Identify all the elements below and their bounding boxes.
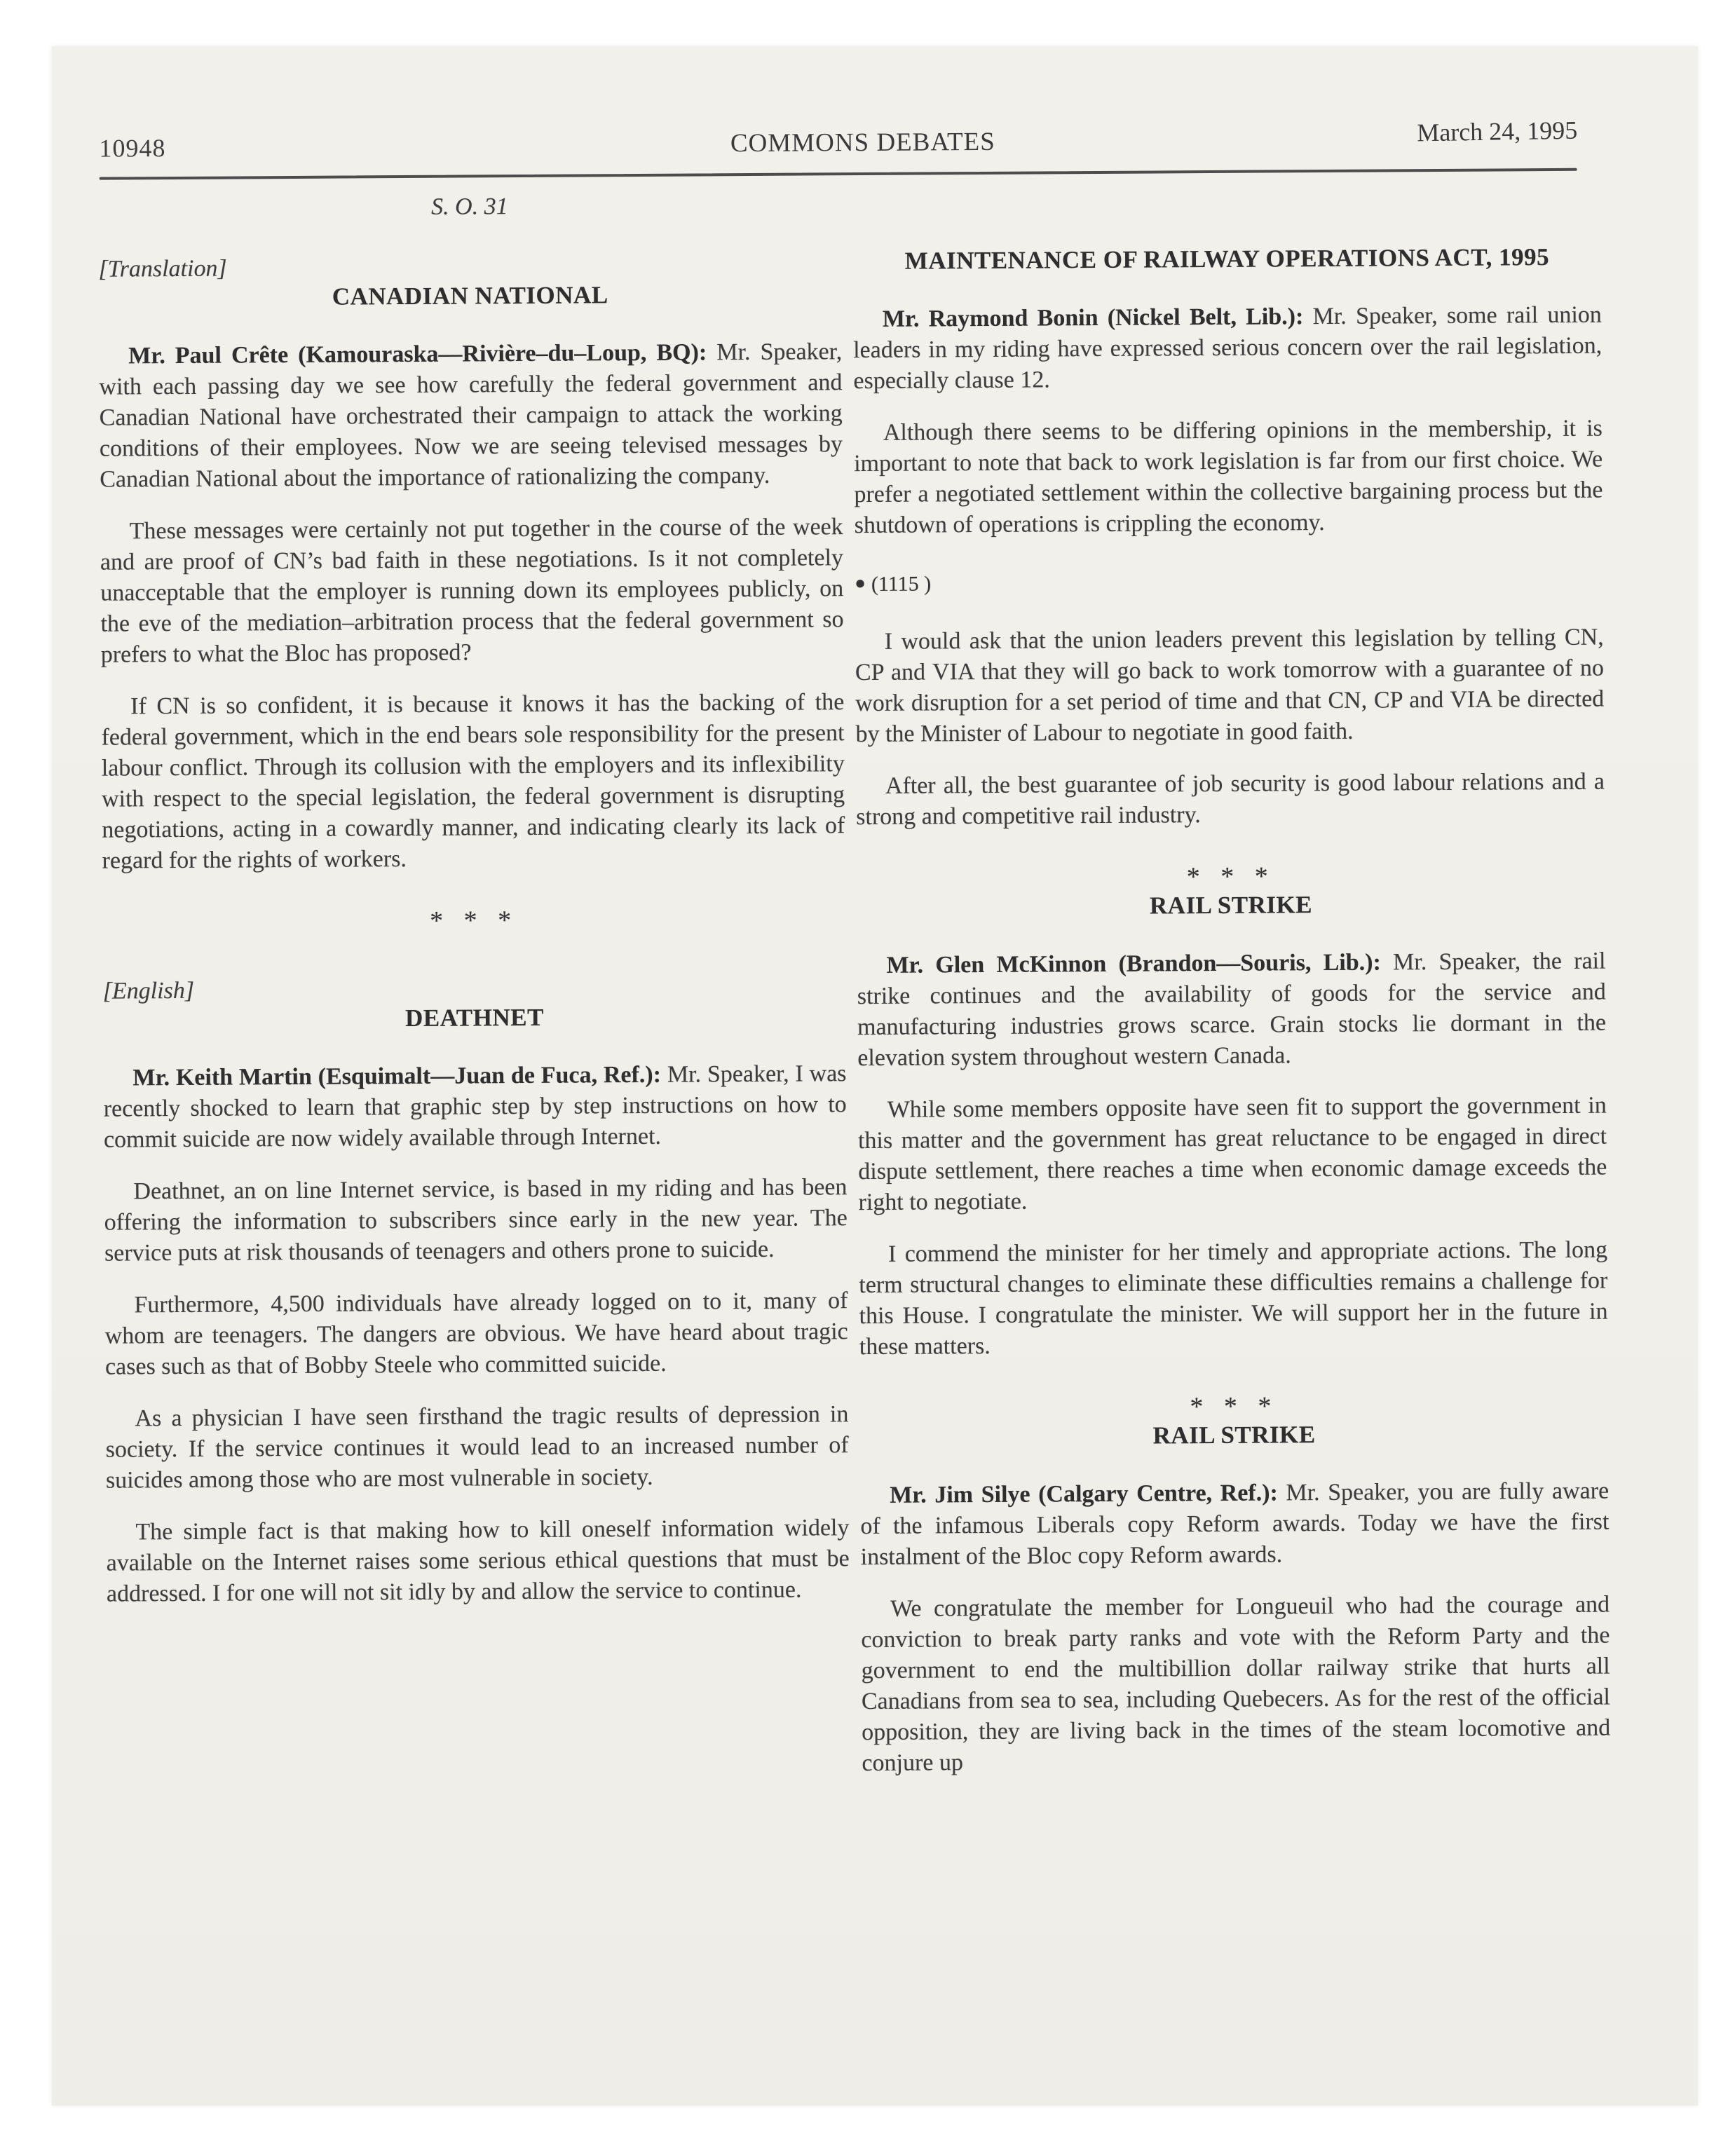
- speaker-name: Mr. Glen McKinnon (Brandon—Souris, Lib.):: [886, 949, 1381, 978]
- right-column: [852, 243, 1610, 1779]
- speech-paragraph: After all, the best guarantee of job security is good labour relations and a strong and competitive rail industry.: [856, 768, 1605, 831]
- speech-paragraph: I commend the minister for her timely and appropriate actions. The long term structural changes to eliminate these difficulties remains a challenge for this House. I congratulate the minister. We will support her in the future in these matters.: [859, 1236, 1608, 1360]
- speaker-name: Mr. Jim Silye (Calgary Centre, Ref.):: [890, 1480, 1278, 1508]
- speech-paragraph: [103, 1058, 847, 1155]
- speech-text: Mr. Speaker, some rail union leaders in my riding have expressed serious concern over the rail legislation, especially clause 12.: [853, 301, 1603, 395]
- section-separator: * * *: [1190, 1391, 1279, 1422]
- speech-text: Mr. Speaker, with each passing day we see how carefully the federal government and Canadian National have orchestrated their campaign to attack the working conditions of their employees. Now we are seeing televised messages by Canadian National about the importance of rationalizing the company.: [99, 339, 843, 493]
- speech-paragraph: If CN is so confident, it is because it knows it has the backing of the federal government, which in the end bears sole responsibility for the present labour conflict. Through its collusion with the employers and its inflexibility with respect to the special legislation, the federal government is disrupting negotiations, acting in a cowardly manner, and indicating clearly its lack of regard for the rights of workers.: [101, 689, 845, 874]
- timestamp: (1115 ): [871, 572, 932, 596]
- journal-title: COMMONS DEBATES: [730, 127, 995, 158]
- section-heading-rail-strike-1: RAIL STRIKE: [1149, 891, 1313, 920]
- speech-paragraph: [99, 336, 843, 495]
- language-tag-translation: [Translation]: [98, 255, 227, 282]
- speech-paragraph: We congratulate the member for Longueuil who had the courage and conviction to break party ranks and vote with the Reform Party and the government to end the multibillion dollar railway strike that hurts all Canadians from sea to sea, including Quebecers. As for the rest of the official opposition, they are living back in the times of the steam locomotive and conjure up: [861, 1591, 1611, 1777]
- speech-paragraph: [853, 300, 1603, 397]
- speech-paragraph: The simple fact is that making how to kill oneself information widely available on the Internet raises some serious ethical questions that must be addressed. I for one will not sit idly by and allow the service to continue.: [106, 1515, 850, 1607]
- page-number: 10948: [99, 134, 166, 163]
- section-heading-deathnet: DEATHNET: [404, 1003, 545, 1032]
- section-heading-rail-strike-2: RAIL STRIKE: [1152, 1421, 1316, 1449]
- speaker-name: Mr. Keith Martin (Esquimalt—Juan de Fuca, Ref.):: [132, 1061, 662, 1091]
- speech-paragraph: Deathnet, an on line Internet service, is based in my riding and has been offering the information to subscribers since early in the new year. The service puts at risk thousands of teenagers and others prone to suicide.: [104, 1174, 848, 1267]
- section-separator: * * *: [1186, 861, 1275, 892]
- timestamp-marker: [855, 565, 1603, 599]
- speech-paragraph: These messages were certainly not put together in the course of the week and are proof of CN’s bad faith in these negotiations. Is it not completely unacceptable that the employer is running down its employees publicly, on the eve of the mediation–arbitration process that the federal government so prefers to what the Bloc has proposed?: [100, 514, 844, 668]
- header-rule: [100, 168, 1577, 180]
- speech-text: Mr. Speaker, the rail strike continues and the availability of goods for the service and manufacturing industries grows scarce. Grain stocks lie dormant in the elevation system throughout western Canada.: [857, 948, 1607, 1072]
- left-column: [98, 191, 850, 1609]
- section-separator: * * *: [429, 906, 519, 936]
- language-tag-english: [English]: [102, 977, 195, 1004]
- speech-paragraph: Furthermore, 4,500 individuals have already logged on to it, many of whom are teenagers. The dangers are obvious. We have heard about tragic cases such as that of Bobby Steele who committed suicide.: [104, 1288, 848, 1380]
- statements-heading: S. O. 31: [431, 193, 508, 220]
- bullet-icon: ●: [855, 573, 866, 594]
- speech-text: Mr. Speaker, I was recently shocked to learn that graphic step by step instructions on how to commit suicide are now widely available through Internet.: [103, 1060, 847, 1153]
- section-heading-canadian-national: CANADIAN NATIONAL: [332, 281, 608, 311]
- speech-paragraph: [857, 946, 1606, 1074]
- speech-paragraph: I would ask that the union leaders prevent this legislation by telling CN, CP and VIA that they will go back to work tomorrow with a guarantee of no work disruption for a set period of time and that CN, CP and VIA be directed by the Minister of Labour to negotiate in good faith.: [855, 624, 1605, 748]
- speech-paragraph: While some members opposite have seen fit to support the government in this matter and the government has great reluctance to be engaged in direct dispute settlement, there reaches a time when economic damage exceeds the right to negotiate.: [857, 1092, 1607, 1216]
- speech-text: Mr. Speaker, you are fully aware of the infamous Liberals copy Reform awards. Today we have the first instalment of the Bloc copy Reform awards.: [860, 1478, 1610, 1571]
- section-heading-railway-operations-act: MAINTENANCE OF RAILWAY OPERATIONS ACT, 1995: [904, 243, 1550, 275]
- issue-date: March 24, 1995: [1416, 116, 1578, 147]
- speaker-name: Mr. Paul Crête (Kamouraska—Rivière–du–Loup, BQ):: [128, 339, 707, 369]
- speech-paragraph: As a physician I have seen firsthand the tragic results of depression in society. If the service continues it would lead to an increased number of suicides among those who are most vulnerable in society.: [105, 1401, 849, 1494]
- speech-paragraph: [860, 1476, 1610, 1574]
- speaker-name: Mr. Raymond Bonin (Nickel Belt, Lib.):: [882, 303, 1304, 332]
- speech-paragraph: Although there seems to be differing opinions in the membership, it is important to note that back to work legislation is far from our first choice. We prefer a negotiated settlement within the collective bargaining process but the shutdown of operations is crippling the economy.: [854, 415, 1603, 539]
